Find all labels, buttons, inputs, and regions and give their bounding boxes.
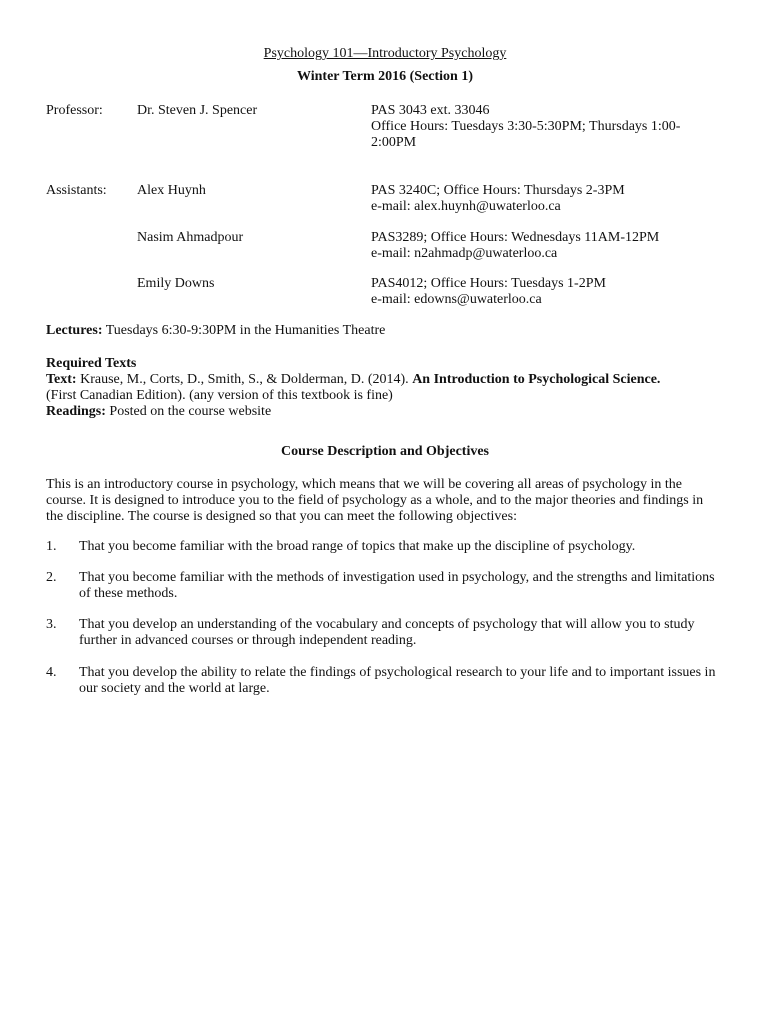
assistants-label: Assistants: — [46, 183, 107, 198]
assistant-name: Alex Huynh — [137, 183, 206, 198]
textbook-edition: (First Canadian Edition). (any version of this textbook is fine) — [46, 388, 393, 403]
professor-info — [371, 103, 721, 151]
course-description-heading: Course Description and Objectives — [280, 444, 490, 459]
objective-text: That you become familiar with the methods of investigation used in psychology, and the strengths and limitations of these methods. — [79, 570, 715, 601]
professor-office: PAS 3043 ext. 33046 — [371, 103, 490, 118]
assistant-info — [371, 230, 721, 262]
objective-number: 4. — [46, 665, 57, 680]
course-description-intro: This is an introductory course in psychology, which means that we will be covering all areas of psychology in the course. It is designed to introduce you to the field of psychology as a whole, and to the major theories and findings in the discipline. The course is designed so that you can meet the following objectives: — [46, 477, 704, 524]
assistant-office-hours: PAS 3240C; Office Hours: Thursdays 2-3PM — [371, 183, 625, 198]
objective-number: 1. — [46, 539, 57, 554]
objective-number: 3. — [46, 617, 57, 632]
readings-text: Posted on the course website — [105, 404, 272, 419]
assistant-office-hours: PAS3289; Office Hours: Wednesdays 11AM-12PM — [371, 230, 660, 245]
term-subtitle: Winter Term 2016 (Section 1) — [296, 69, 474, 84]
assistant-email: e-mail: n2ahmadp@uwaterloo.ca — [371, 246, 558, 261]
objective-text: That you develop the ability to relate the findings of psychological research to your life and to important issues in our society and the world at large. — [79, 665, 716, 696]
readings-line — [46, 404, 716, 420]
professor-office-hours: Office Hours: Tuesdays 3:30-5:30PM; Thursdays 1:00-2:00PM — [371, 119, 681, 150]
objective-number: 2. — [46, 570, 57, 585]
readings-label: Readings: — [46, 404, 106, 419]
textbook-citation: Krause, M., Corts, D., Smith, S., & Dolderman, D. (2014). — [76, 372, 413, 387]
assistant-info — [371, 183, 721, 215]
lectures-label: Lectures: — [46, 323, 103, 338]
text-label: Text: — [46, 372, 77, 387]
assistant-name: Emily Downs — [137, 276, 215, 291]
lectures-text: Tuesdays 6:30-9:30PM in the Humanities Theatre — [102, 323, 386, 338]
textbook-title: An Introduction to Psychological Science. — [412, 372, 661, 387]
assistant-office-hours: PAS4012; Office Hours: Tuesdays 1-2PM — [371, 276, 606, 291]
objective-text: That you develop an understanding of the vocabulary and concepts of psychology that will allow you to study further in advanced courses or through independent reading. — [79, 617, 695, 648]
assistant-info — [371, 276, 721, 308]
assistant-email: e-mail: alex.huynh@uwaterloo.ca — [371, 199, 561, 214]
professor-name: Dr. Steven J. Spencer — [137, 103, 258, 118]
lectures-line — [46, 323, 716, 339]
course-title: Psychology 101—Introductory Psychology — [263, 46, 507, 61]
required-texts-heading: Required Texts — [46, 356, 137, 371]
professor-label: Professor: — [46, 103, 103, 118]
textbook-line — [46, 372, 716, 388]
objective-text: That you become familiar with the broad range of topics that make up the discipline of psychology. — [79, 539, 636, 554]
assistant-name: Nasim Ahmadpour — [137, 230, 244, 245]
assistant-email: e-mail: edowns@uwaterloo.ca — [371, 292, 542, 307]
required-texts-section — [46, 356, 716, 420]
